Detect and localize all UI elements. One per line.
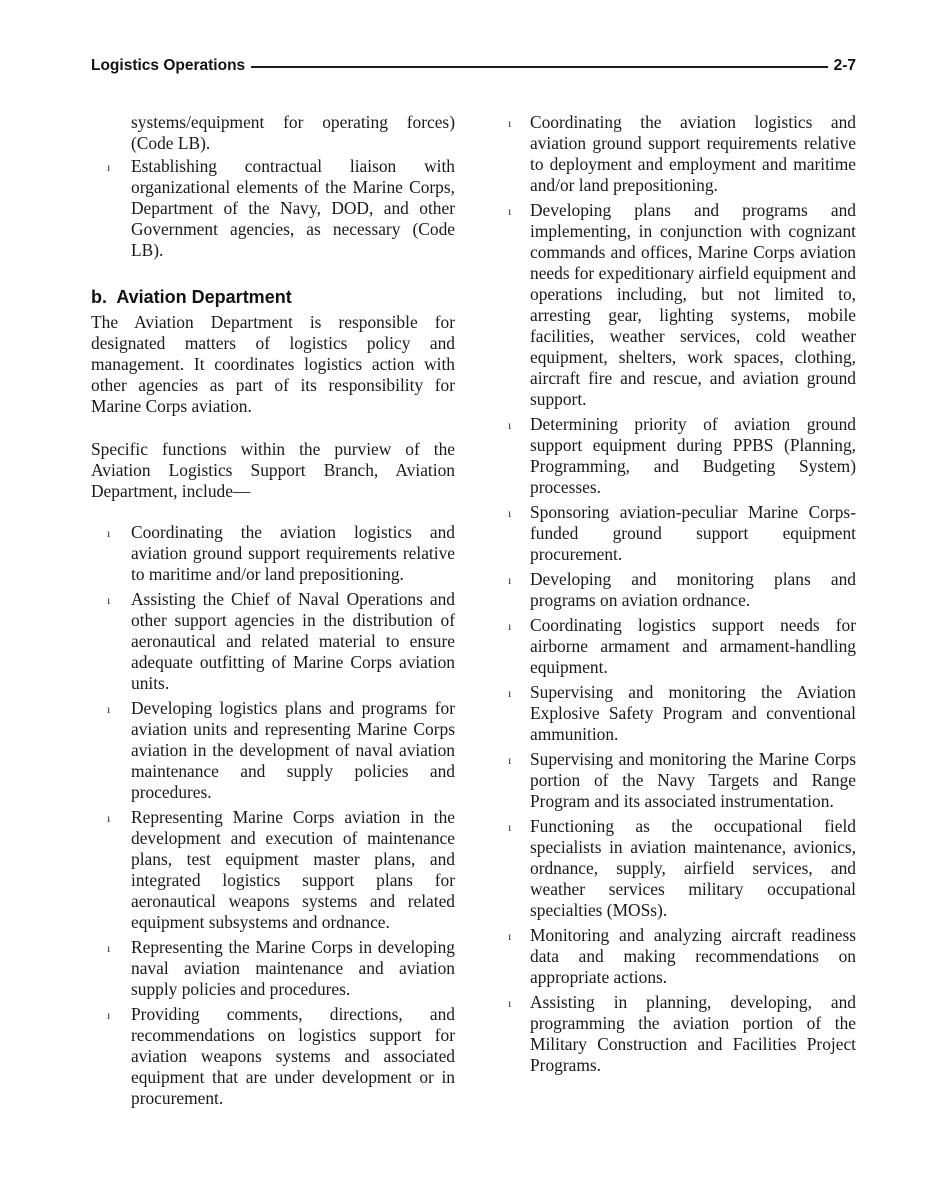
bullet-item	[91, 156, 455, 261]
bullet-icon: ı	[107, 526, 111, 540]
bullet-text: Establishing contractual liaison with organizational elements of the Marine Corps, Department of the Navy, DOD, and other Government agencies, as necessary (Code LB).	[131, 156, 455, 260]
bullet-text: Coordinating the aviation logistics and aviation ground support requirements relative to deployment and employment and maritime and/or land prepositioning.	[530, 112, 856, 195]
bullet-icon: ı	[508, 204, 512, 218]
bullet-item	[499, 112, 856, 196]
bullet-icon: ı	[107, 941, 111, 955]
bullet-icon: ı	[508, 506, 512, 520]
left-column	[91, 112, 455, 1113]
bullet-icon: ı	[107, 1008, 111, 1022]
bullet-icon: ı	[508, 573, 512, 587]
bullet-item	[91, 698, 455, 803]
running-header-title: Logistics Operations	[91, 57, 246, 74]
page-number: 2-7	[833, 57, 856, 74]
carryover-bullet-list	[91, 156, 455, 261]
bullet-icon: ı	[508, 753, 512, 767]
bullet-icon: ı	[107, 702, 111, 716]
bullet-item	[499, 992, 856, 1076]
bullet-icon: ı	[107, 593, 111, 607]
bullet-text: Assisting the Chief of Naval Operations and other support agencies in the distribution of aeronautical and related material to ensure adequate outfitting of Marine Corps aviation units.	[131, 589, 455, 693]
bullet-icon: ı	[508, 996, 512, 1010]
bullet-text: Coordinating the aviation logistics and aviation ground support requirements relative to maritime and/or land prepositioning.	[131, 522, 455, 584]
bullet-text: Supervising and monitoring the Marine Corps portion of the Navy Targets and Range Program and its associated instrumentation.	[530, 749, 856, 811]
section-heading-aviation-department: b. Aviation Department	[91, 287, 292, 307]
bullet-item	[499, 569, 856, 611]
bullet-text: Functioning as the occupational field specialists in aviation maintenance, avionics, ordnance, supply, airfield services, and weather services military occupational specialties (MOSs).	[530, 816, 856, 920]
right-bullet-list	[499, 112, 856, 1076]
page-header	[91, 57, 856, 75]
bullet-text: Developing plans and programs and implementing, in conjunction with cognizant commands and offices, Marine Corps aviation needs for expeditionary airfield equipment and operations including, but not limited to, arresting gear, lighting systems, mobile facilities, weather services, cold weather equipment, shelters, work spaces, clothing, aircraft fire and rescue, and aviation ground support.	[530, 200, 856, 409]
bullet-icon: ı	[107, 811, 111, 825]
bullet-text: Developing logistics plans and programs for aviation units and representing Marine Corps aviation in the development of naval aviation maintenance and supply policies and procedures.	[131, 698, 455, 802]
bullet-icon: ı	[107, 160, 111, 174]
bullet-item	[499, 749, 856, 812]
continued-bullet-text: systems/equipment for operating forces) (Code LB).	[131, 112, 455, 153]
header-rule	[251, 66, 827, 68]
bullet-text: Determining priority of aviation ground support equipment during PPBS (Planning, Programming, and Budgeting System) processes.	[530, 414, 856, 497]
right-column	[499, 112, 856, 1113]
bullet-item	[499, 414, 856, 498]
bullet-text: Developing and monitoring plans and programs on aviation ordnance.	[530, 569, 856, 610]
bullet-item	[91, 589, 455, 694]
bullet-item	[499, 816, 856, 921]
bullet-text: Supervising and monitoring the Aviation Explosive Safety Program and conventional ammunition.	[530, 682, 856, 744]
bullet-item	[499, 615, 856, 678]
bullet-text: Representing the Marine Corps in developing naval aviation maintenance and aviation supply policies and procedures.	[131, 937, 455, 999]
bullet-item	[91, 807, 455, 933]
bullet-text: Providing comments, directions, and recommendations on logistics support for aviation weapons systems and associated equipment that are under development or in procurement.	[131, 1004, 455, 1108]
bullet-text: Representing Marine Corps aviation in the development and execution of maintenance plans, test equipment master plans, and integrated logistics support plans for aeronautical weapons systems and related equipment subsystems and ordnance.	[131, 807, 455, 932]
content-columns	[91, 112, 856, 1113]
bullet-item	[91, 522, 455, 585]
bullet-text: Monitoring and analyzing aircraft readiness data and making recommendations on appropriate actions.	[530, 925, 856, 987]
bullet-item	[499, 502, 856, 565]
bullet-icon: ı	[508, 418, 512, 432]
bullet-icon: ı	[508, 619, 512, 633]
bullet-item	[499, 200, 856, 410]
bullet-item	[91, 1004, 455, 1109]
bullet-item	[499, 682, 856, 745]
bullet-text: Coordinating logistics support needs for airborne armament and armament-handling equipment.	[530, 615, 856, 677]
bullet-icon: ı	[508, 116, 512, 130]
bullet-icon: ı	[508, 929, 512, 943]
bullet-item	[91, 937, 455, 1000]
bullet-icon: ı	[508, 686, 512, 700]
bullet-item	[499, 925, 856, 988]
bullet-icon: ı	[508, 820, 512, 834]
paragraph: The Aviation Department is responsible for designated matters of logistics policy and management. It coordinates logistics action with other agencies as part of its responsibility for Marine Corps aviation.	[91, 312, 455, 416]
bullet-text: Sponsoring aviation-peculiar Marine Corps-funded ground support equipment procurement.	[530, 502, 856, 564]
paragraph: Specific functions within the purview of the Aviation Logistics Support Branch, Aviation Department, include—	[91, 439, 455, 501]
left-bullet-list	[91, 522, 455, 1109]
bullet-text: Assisting in planning, developing, and programming the aviation portion of the Military Construction and Facilities Project Programs.	[530, 992, 856, 1075]
